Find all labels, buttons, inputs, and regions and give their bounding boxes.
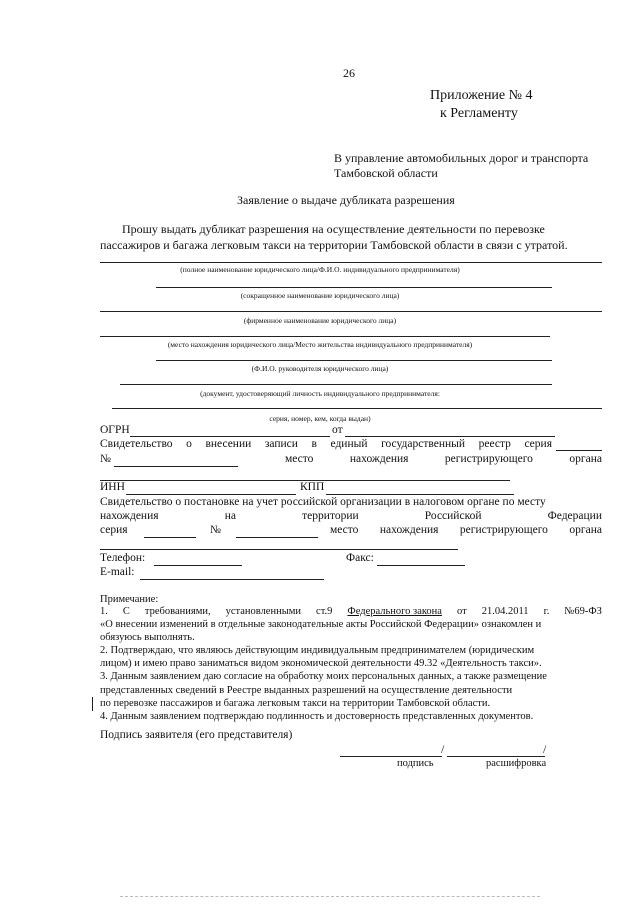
- tax-number-field[interactable]: [236, 537, 318, 538]
- email-field[interactable]: [140, 579, 324, 580]
- signature-label: Подпись заявителя (его представителя): [100, 729, 293, 741]
- brand-name-line[interactable]: [100, 311, 602, 312]
- margin-mark: [92, 697, 93, 711]
- signature-slash-1: /: [441, 742, 445, 756]
- fax-label: Факс:: [346, 552, 374, 564]
- location-caption: (место нахождения юридического лица/Место жительства индивидуального предпринимателя): [167, 340, 473, 349]
- short-name-line[interactable]: [156, 287, 552, 288]
- notes-header: Примечание:: [100, 594, 159, 605]
- note4: 4. Данным заявлением подтверждаю подлинность и достоверность представленных документов.: [100, 711, 534, 722]
- id-doc-details-caption: серия, номер, кем, когда выдан): [269, 414, 371, 423]
- kpp-field[interactable]: [326, 494, 514, 495]
- note3-line1: 3. Данным заявлением даю согласие на обработку моих персональных данных, а также размещение: [100, 671, 547, 682]
- scan-artifact: [120, 896, 540, 897]
- addressee-line2: Тамбовской области: [334, 166, 438, 180]
- appendix-subtitle: к Регламенту: [440, 106, 518, 121]
- phone-field[interactable]: [154, 565, 242, 566]
- signature-caption: подпись: [397, 758, 434, 769]
- id-doc-line[interactable]: [120, 384, 552, 385]
- egr-cert-line2: место нахождения регистрирующего органа: [285, 453, 602, 465]
- full-name-line[interactable]: [100, 262, 602, 263]
- tax-authority-field[interactable]: [100, 549, 458, 550]
- tax-cert-line2: нахождения на территории Российской Федерации: [100, 510, 602, 522]
- document-title: Заявление о выдаче дубликата разрешения: [237, 193, 455, 207]
- note2-line2: лицом) и имею право заниматься видом экономической деятельности 49.32 «Деятельность такси».: [100, 658, 542, 669]
- signature-decode-field[interactable]: [447, 756, 545, 757]
- note3-line2: представленных сведений в Реестре выданных разрешений на осуществление деятельности: [100, 685, 513, 696]
- egr-number-sign: №: [100, 453, 111, 465]
- email-label: E-mail:: [100, 566, 135, 578]
- egr-number-field[interactable]: [114, 466, 238, 467]
- appendix-title: Приложение № 4: [430, 88, 533, 103]
- addressee-line1: В управление автомобильных дорог и транспорта: [334, 151, 589, 165]
- head-name-caption: (Ф.И.О. руководителя юридического лица): [251, 364, 389, 373]
- egr-series-field[interactable]: [556, 450, 602, 451]
- intro-line2: пассажиров и багажа легковым такси на территории Тамбовской области в связи с утратой.: [100, 238, 568, 252]
- fax-field[interactable]: [377, 565, 465, 566]
- tax-cert-line1: Свидетельство о постановке на учет российской организации в налоговом органе по месту: [100, 496, 546, 508]
- tax-series-label: серия: [100, 524, 128, 536]
- full-name-caption: (полное наименование юридического лица/Ф.И.О. индивидуального предпринимателя): [180, 265, 460, 274]
- page-number: 26: [343, 66, 355, 80]
- note2-line1: 2. Подтверждаю, что являюсь действующим индивидуальным предпринимателем (юридическим: [100, 645, 535, 656]
- ogrn-field[interactable]: [130, 436, 330, 437]
- note1-line1: 1. С требованиями, установленными ст.9 Федерального закона от 21.04.2011 г. №69-ФЗ: [100, 606, 602, 617]
- tax-cert-line3: место нахождения регистрирующего органа: [330, 524, 602, 536]
- inn-label: ИНН: [100, 481, 125, 493]
- ogrn-date-field[interactable]: [345, 436, 555, 437]
- note3-line3: по перевозке пассажиров и багажа легковым такси на территории Тамбовской области.: [100, 698, 491, 709]
- id-doc-details-line[interactable]: [112, 408, 602, 409]
- tax-series-field[interactable]: [144, 537, 196, 538]
- federal-law-link[interactable]: Федерального закона: [347, 606, 442, 617]
- brand-name-caption: (фирменное наименование юридического лица): [243, 316, 397, 325]
- egr-cert-line1: Свидетельство о внесении записи в единый государственный реестр серия: [100, 438, 552, 450]
- note1-line3: обязуюсь выполнять.: [100, 632, 195, 643]
- short-name-caption: (сокращенное наименование юридического лица): [240, 291, 400, 300]
- tax-number-sign: №: [210, 524, 221, 536]
- ogrn-label: ОГРН: [100, 424, 130, 436]
- inn-field[interactable]: [126, 494, 296, 495]
- signature-slash-2: /: [543, 742, 547, 756]
- phone-label: Телефон:: [100, 552, 146, 564]
- id-doc-caption: (документ, удостоверяющий личность индивидуального предпринимателя:: [200, 389, 440, 398]
- head-name-line[interactable]: [156, 360, 552, 361]
- ogrn-from-label: от: [332, 424, 343, 436]
- signature-field[interactable]: [340, 756, 442, 757]
- kpp-label: КПП: [300, 481, 325, 493]
- location-line[interactable]: [100, 336, 550, 337]
- intro-line1: Прошу выдать дубликат разрешения на осуществление деятельности по перевозке: [122, 222, 545, 236]
- note1-line2: «О внесении изменений в отдельные законодательные акты Российской Федерации» ознакомлен и: [100, 619, 542, 630]
- decode-caption: расшифровка: [486, 758, 547, 769]
